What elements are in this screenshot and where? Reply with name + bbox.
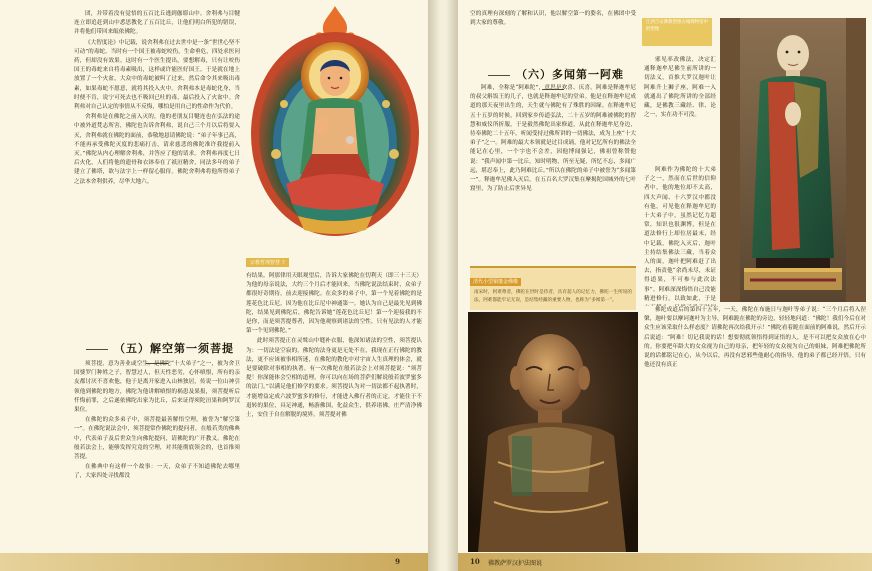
right-intro-text <box>470 10 636 40</box>
seated-arhat-statue-photo <box>468 312 638 552</box>
caption-text: 南宋时，阿难尊者，佛陀在世时是侍者，具有超人的记忆力，佛陀一生所说的法，阿难都能牢记无误，是结集经藏的重要人物，也称为“多闻第一”。 <box>474 290 632 303</box>
heading-text: （五）解空第一须菩提 <box>114 342 234 355</box>
statue-caption-box <box>642 18 712 46</box>
page-number-right: 10 <box>470 557 480 566</box>
right-side-column-2 <box>644 166 716 306</box>
paragraph: 空的真理有深刻的了解和认识，他以解空第一的姿名，在佛团中受到大家的尊敬。 <box>470 11 636 27</box>
ananda-statue-drawing <box>720 18 866 302</box>
paragraph: 舍利弗是在佛陀之前入灭的，他的老朋友目犍连也在弘法的途中被外道梵志所害，佛陀也告诉舍利弗，说自己三个月以后将要入灭，舍利弗就在佛陀的面前，恭敬地恳请佛陀说：“弟子年事已高，不能再承受佛陀灭度的悲痛打击，请求慈悲的佛陀准许我提前入灭。”佛陀从内心理解舍利弗，并答应了他的请求。舍利弗再度七日后火化，人们将他的遗骨和衣钵奉在了祇洹精舍，同法多年的弟子建立了佛塔，欲与法字上一样留心服侍。佛陀舍利弗将他所得弟子之法本舍利供养，尽华大地六。 <box>74 114 240 185</box>
right-footer-bar <box>458 553 872 571</box>
ananda-standing-statue-photo <box>720 18 866 302</box>
paragraph: 阿难，全称是“阿难陀”，意思是欢喜、庆喜。阿难是释迦牟尼的叔父斛饭王的儿子，也就是释迦牟尼的堂弟。他是在释迦牟尼成道的那天夜里出生的，天生就与佛陀有了殊胜的因缘。在释迦牟尼五十五岁的时候，回到家乡传道弘法，二十五岁的阿难被佛陀的智慧和威仪所折服，于是毅然佛陀出家修道，从此在释迦牟尼身边，侍奉佛陀二十五年。听闻受持过佛所讲的一切佛法，成为上座“十大弟子”之一。阿难的最大本领就是过目成诵，他对记忆所有的佛法全能记在心里，一个字也不会差，因他博闻强记，佛祖曾称赞他说：“我声闻中第一比丘，知时明物，所至无疑，所忆不忘，多闻广远，堪忍奉上，此乃阿难比丘。”所以在佛陀的弟子中被誉为“多闻第一”。释迦牟尼佛入灭后，在五百名大罗汉集在摩揭陀国城外的七叶窟里，为了防止后世异见 <box>470 85 636 193</box>
book-title: 佛教萨罗汉护法图说 <box>488 560 543 567</box>
photo-caption-box <box>470 266 636 310</box>
buddha-thangka-illustration <box>246 4 424 254</box>
paragraph: 须菩提，意为善业或空生，是佛陀“十大弟子”之一，被为舍卫国婆罗门种姓之子，智慧过人，但天性恶劣，心怀嗔恨，所有的亲友都讨厌不喜欢他，他于是离开家进入山林独居，传说一位山神引领他到佛陀的地方，佛陀为他讲解嗔恨的祸患及果报，须菩提听后忏悔前罪，之后遂依佛陀出家为比丘，后来证得须陀洹果和阿罗汉果位。 <box>74 361 240 414</box>
left-top-column <box>74 10 240 310</box>
right-page <box>458 0 872 571</box>
left-bottom-column <box>74 360 240 552</box>
illustration-caption-tab <box>246 258 289 267</box>
left-right-column <box>246 272 422 550</box>
caption-head: 清代小型铜鎏金佛像 <box>470 278 521 286</box>
right-bottom-column <box>644 306 866 552</box>
arhat-statue-drawing <box>468 312 638 552</box>
right-main-column <box>470 84 636 264</box>
paragraph: 团，并带着没有觉悟的五百比丘逃到伽耶山中。舍利弗与目犍连立即追赶到山中悉思教化了五百比丘，让他们明白所犯的错误，并将他们带回来皈依佛陀。 <box>74 11 240 36</box>
paragraph: 此时须菩提正在灵鹫山中缝补衣服，他深知诸法的空性，须菩提认为：一切法是空寂的，佛陀的法身更是无处不在，我现在正行佛陀的教法，更不应该被事相所迷，在佛陀的教化中对宇宙人生真理的体会，就是要破除对事相的执著。有一次佛陀在般若法会上对须菩提说：“须菩提！你深能体会空相的道理，你可以向在场的菩萨们解说般若波罗蜜多的法门。”以满足他们修学的要求。须菩提认为对一切法都不起执著时，才能增益定成六波罗蜜多的修行，才能进入佛行者的正定，才能住于不退转的果位，具足神通，畅游佛国，化益众生，供养诸佛，庄严清净佛土，安住于自在解脱的境界。须菩提对佛 <box>246 338 422 419</box>
paragraph: 有结果。阿那律用天眼观望后，告诉大家佛陀在忉利天（即三十三天）为他的母亲说法，大约三个月后才能回来。当佛陀说法结束时，众弟子都很好奇期待，前去迎接佛陀。在众多的弟子中，第一个见着佛陀的是莲花色比丘尼，因为他在比丘尼中神通第一。她认为自己是最先见到佛陀，结果见到佛陀后，佛陀告诉她“莲花色比丘尼！第一个迎接我的不是你，而是须菩提尊者，因为他观察到诸法的空性，只有见法的人才能第一个见到佛陀。” <box>246 273 422 335</box>
caption-head: 江西吉安佛教塑像古城博物馆中的塑像 <box>646 20 708 32</box>
left-footer-bar <box>0 553 428 571</box>
heading-text: （六）多闻第一阿难 <box>516 68 624 81</box>
paragraph: 佛陀成道后的第四十五年，一天，佛陀在布施日与迦叶等弟子说：“三个月后将入涅槃，迦叶要以摩诃迦叶为主导，阿难跪在佛陀的旁边，轻轻地问道：“佛陀！我们今后在对众生应该采取什么样态度？请佛陀再次给我开示！”佛陀看着跪在面前的阿难说，然后开示后说道：“阿难！切记我说的话！想要彻底领悟得到证悟的人，是不可以把女众放在心中的。你要把年龄大的女众视为自己的母亲，把年轻的女众视为自己的姐妹，阿难把佛陀所说的话都铭记在心，从今以后，再没有恶邪些他耐心的指导，他的弟子都已经开悟，只有他还没有真正 <box>644 307 866 369</box>
paragraph: 《大智度论》中记载，说舍利弗在过去世中是一条“世世心坚不可动”的毒蛇。当时有一个国王被毒蛇咬伤，生命垂危，四处求医问药，但却没有效果。这时有一个医生提出，要想解毒，只有让咬伤国王的毒蛇来自将毒素吸出，这样或许能医好国王。于是就在地上放置了一个火盆，大众中的毒蛇被叫了过来，然后命令其来吸出毒素，如果毒蛇不愿意，就将其投入火中。舍利弗本是毒蛇化身，当时便不肯，说宁可死去也不吸回已吐的毒，最后投入了火盆中。舍利弗对自己认定的事情从不反悔，哪怕是用自己的性命作为代价。 <box>74 39 240 111</box>
page-number-left: 9 <box>395 557 400 566</box>
paragraph: 邪见率改佛法，决定汇通释迦牟尼佛生前所讲的一切法义，首推大罗汉迦叶让阿难升上狮子座，阿难一入就通出了佛陀所讲的全部经藏，是佛教三藏经、律、论之一，实在功不可没。 <box>644 57 716 119</box>
thangka-drawing <box>246 4 424 254</box>
paragraph: 在佛典中有这样一个故事：一天，众弟子不知道佛陀去哪里了，大家四处寻找都没 <box>74 464 240 480</box>
paragraph: 在佛陀的众多弟子中，须菩提最善解悟空理，被誉为“解空第一”。在佛陀说法会中，须菩提常作佛陀的提问者，在般若类的佛典中，代表弟子及后世众生向佛陀提问，请佛陀的广开教义。佛陀在般若法会上，能够发挥究竟的空理，对其能彻底领会的，也首推须菩提。 <box>74 417 240 461</box>
paragraph: 阿难作为佛陀的十大弟子之一，然而在后世的信仰者中，他的地位却不太高，四大声闻、十六罗汉中都没有他，可见他在释迦牟尼的十大弟子中，虽然记忆力超常，知识也很渊博，但是在道法修行上却位居最末，经中记载，佛陀入灭后，迦叶主持结集佛法三藏，当着众人的面，迦叶把阿难赶了出去，指责他“余尚未尽，未证得道果，不可参与此次法事”。阿难深深悔悟自己没能精进修行，以致如此，于是 <box>644 167 716 302</box>
book-gutter <box>428 0 458 571</box>
left-page <box>0 0 428 571</box>
caption-head: 宗教哲理智慧 7 <box>250 260 285 266</box>
